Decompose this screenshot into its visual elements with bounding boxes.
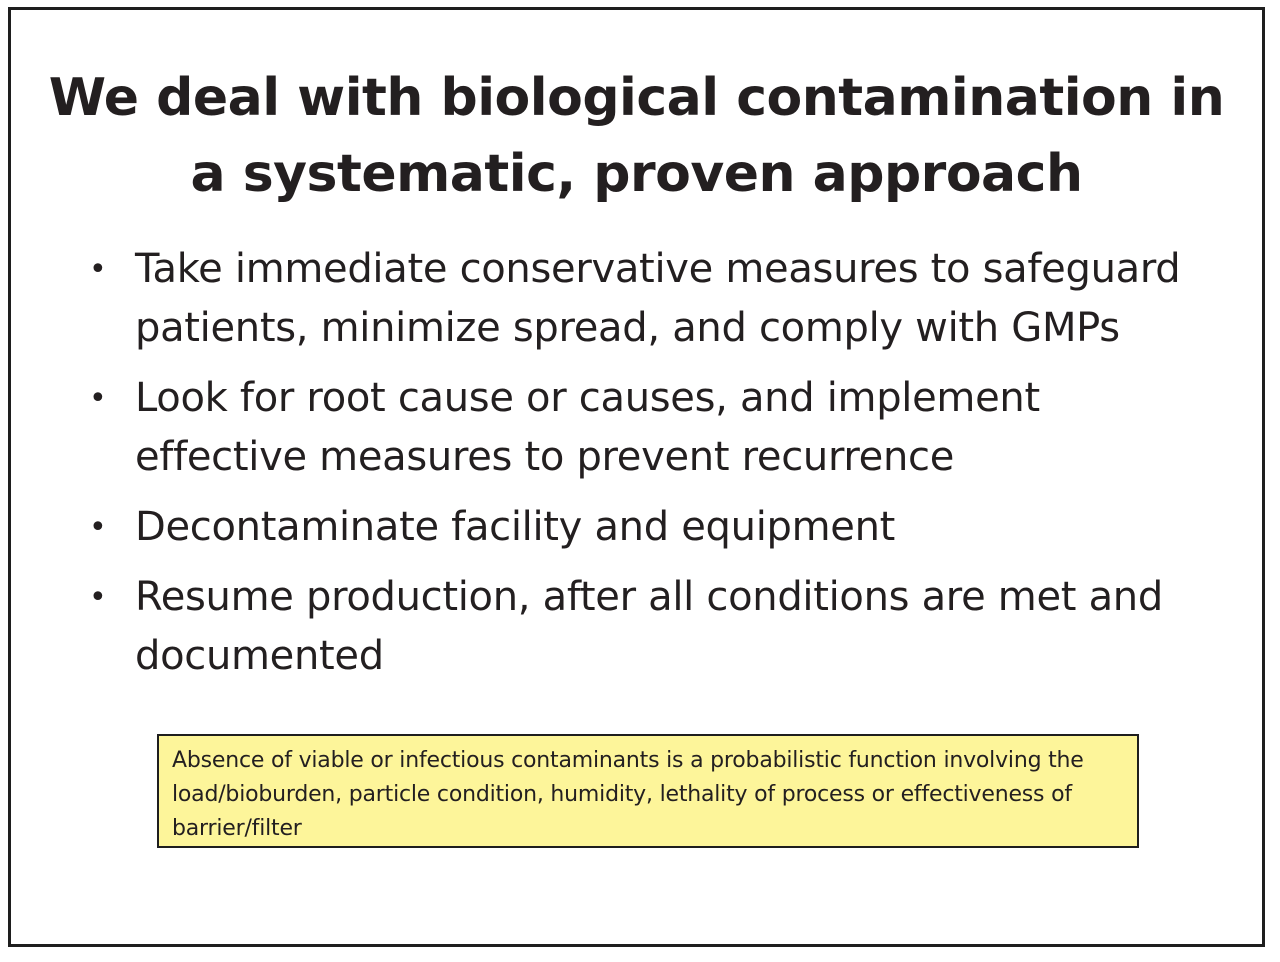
slide-title-line-2: a systematic, proven approach bbox=[190, 144, 1083, 204]
slide-frame bbox=[8, 7, 1265, 947]
bullet-marker: • bbox=[89, 510, 107, 545]
note-line-1: Absence of viable or infectious contaminants is a probabilistic function involving the bbox=[172, 748, 1084, 773]
bullet-item-3 bbox=[81, 498, 1231, 557]
bullet-item-4 bbox=[81, 568, 1231, 686]
bullet-item-2-line-1: Look for root cause or causes, and implement bbox=[135, 375, 1040, 421]
slide-title-line-1: We deal with biological contamination in bbox=[48, 68, 1225, 128]
bullet-marker: • bbox=[89, 381, 107, 416]
bullet-marker: • bbox=[89, 252, 107, 287]
bullet-marker: • bbox=[89, 580, 107, 615]
note-line-2: load/bioburden, particle condition, humidity, lethality of process or effectiveness of bbox=[172, 782, 1072, 807]
bullet-item-3-line-1: Decontaminate facility and equipment bbox=[135, 504, 896, 550]
bullet-item-4-line-2: documented bbox=[135, 633, 384, 679]
slide-title bbox=[11, 60, 1262, 212]
bullet-item-2 bbox=[81, 369, 1231, 487]
note-box bbox=[157, 734, 1139, 848]
bullet-item-1-line-1: Take immediate conservative measures to safeguard bbox=[135, 246, 1181, 292]
bullet-item-4-line-1: Resume production, after all conditions are met and bbox=[135, 574, 1163, 620]
bullet-item-1-line-2: patients, minimize spread, and comply with GMPs bbox=[135, 305, 1120, 351]
bullet-item-2-line-2: effective measures to prevent recurrence bbox=[135, 434, 955, 480]
bullet-item-1 bbox=[81, 240, 1231, 358]
bullet-list bbox=[81, 240, 1231, 697]
note-line-3: barrier/filter bbox=[172, 816, 302, 841]
